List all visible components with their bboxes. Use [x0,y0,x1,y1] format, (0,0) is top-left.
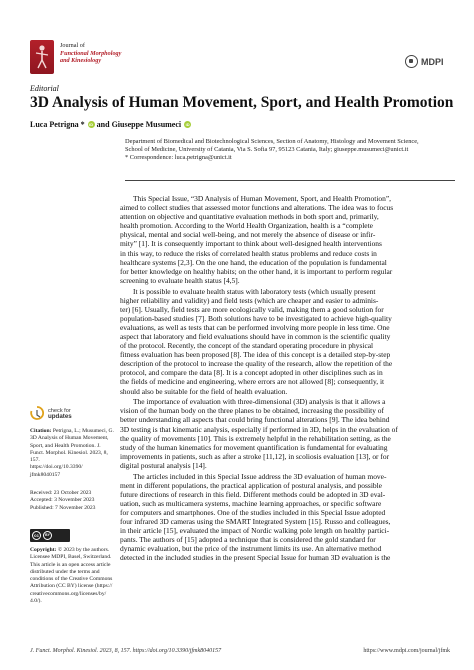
copyright-line: Licensee MDPI, Basel, Switzerland. [30,554,112,561]
orcid-icon[interactable]: iD [185,122,190,127]
copyright-line: conditions of the Creative Commons [30,576,113,583]
copyright-line: distributed under the terms and [30,568,100,575]
text-line: screening to evaluate health status [4,5]. [120,275,240,285]
updates-label: check for [48,408,71,414]
article-type: Editorial [30,84,59,93]
paragraph [120,194,460,203]
license-link[interactable]: 4.0/). [30,598,42,605]
check-updates-icon [30,406,44,422]
citation-doi-link[interactable]: https://doi.org/10.3390/ [30,464,83,471]
text-line: fitness evaluation has been proposed [8]. The idea of this concept is a detailed step-by-step [120,350,391,360]
correspondence: * Correspondence: luca.petrigna@unict.it [125,154,232,162]
article-title: 3D Analysis of Human Movement, Sport, and Health Promotion [30,94,454,111]
journal-name [60,42,121,65]
article-body [120,194,460,563]
copyright-line: Attribution (CC BY) license (https:// [30,583,113,590]
updates-title: updates [48,413,72,420]
text-line: the quality of movements [10]. This is extremely helpful in the rehabilitation setting, as the [120,433,391,443]
text-line: The articles included in this Special Issue address the 3D evaluation of human move- [133,471,387,481]
text-line: pants. The authors of [15] adopted a technique that is considered the gold standard for [120,535,376,545]
paragraph [120,472,460,563]
accepted-date: Accepted: 3 November 2023 [30,497,95,504]
copyright-block [30,547,116,605]
dates-block [30,490,116,512]
cc-by-license-badge[interactable] [30,529,70,542]
text-line: four infrared 3D cameras using the SMART Integrated System [15]. Russo and colleagues, [120,517,391,527]
copyright-line: This article is an open access article [30,561,111,568]
published-date: Published: 7 November 2023 [30,504,96,511]
text-line: improvements in patients, such as after a stroke [11,12], in scoliosis evaluation [13], or for [120,451,390,461]
text-line: ter) [6]. Usually, field tests are more ecologically valid, making them a good solution for [120,304,384,314]
journal-name-line1: Functional Morphology [60,49,122,57]
journal-prefix: Journal of [60,42,85,49]
text-line: better understanding all aspects that could bring functional alterations [9]. The idea behind [120,415,390,425]
footer-journal-link[interactable]: https://www.mdpi.com/journal/jfmk [363,648,450,654]
citation-line: Petrigna, L.; Musumeci, G. [52,428,114,434]
text-line: 3D testing is that kinematic analysis, especially if performed in 3D, helps in the evaluation of [120,424,398,434]
affiliation-line: School of Medicine, University of Catania, Via S. Sofia 97, 95123 Catania, Italy; giuseppe.musumeci@unict.it [125,146,409,154]
paragraph [120,397,460,470]
text-line: evaluations, as well as tests that can be performed involving more people in less time. One [120,322,390,332]
text-line: attention on objective and quantitative evaluation methods in both sport and, primarily, [120,212,379,222]
text-line: physical, mental and social well-being, and not merely the absence of disease or infir- [120,230,376,240]
check-for-updates[interactable] [30,406,72,422]
author-2[interactable]: and Giuseppe Musumeci [96,120,182,129]
license-link[interactable]: creativecommons.org/licenses/by/ [30,590,107,597]
citation-block [30,428,116,479]
publisher-logo[interactable] [405,55,444,68]
cc-icon: cc [32,531,41,540]
by-icon: BY [43,531,52,540]
text-line: health promotion. According to the World Health Organization, health is a “complete [120,221,373,231]
affiliation-line: Department of Biomedical and Biotechnological Sciences, Section of Anatomy, Histology and Movement Science, [125,138,419,145]
received-date: Received: 23 October 2023 [30,490,92,496]
text-line: The importance of evaluation with three-dimensional (3D) analysis is that it allows a [133,397,386,407]
author-1[interactable]: Luca Petrigna * [30,120,85,129]
divider [125,180,455,181]
text-line: healthcare systems [2,3]. On the one hand, the education of the population is fundamental [120,257,387,267]
text-line: the fields of medicine and engineering, where errors are not allowed [8]; consequently, it [120,377,385,387]
text-line: description of the protocol to increase the quality of the research, allow the repetition of the [120,359,393,369]
text-line: for better knowledge on healthy habits; on the other hand, it is important to perform regular [120,266,393,276]
citation-doi-link[interactable]: jfmk8040157 [30,471,61,478]
text-line: population-based studies [7]. Both solutions have to be investigated to achieve high-quality [120,313,392,323]
text-line: ment in different populations, the practical application of postural analysis, and possible [120,480,382,490]
text-line: future directions of research in this field. Different methods could be adopted in 3D eval- [120,489,386,499]
paragraph [120,203,460,285]
text-line: vision of the human body on the three planes to be obtained, increasing the possibility of [120,406,384,416]
text-line: aimed to collect studies that assessed motor functions and alterations. The idea was to focus [120,203,394,213]
paragraph [120,287,460,396]
text-line: It is possible to evaluate health status with laboratory tests (which usually present [133,286,376,296]
text-line: in their article [15], evaluated the impact of Nordic walking pole length on healthy partici- [120,526,390,536]
text-line: study of the human kinematics for movement quantification is fundamental for evaluating [120,442,388,452]
affiliation [125,138,455,163]
text-line: This Special Issue, “3D Analysis of Human Movement, Sport, and Health Promotion”, [133,194,392,203]
copyright-label: Copyright: [30,547,57,553]
page-footer [30,648,450,654]
publisher-name: MDPI [421,56,444,67]
text-line: higher reliability and validity) and field tests (which are cheaper and easier to adminis- [120,295,379,305]
text-line: protocol, and compare the data [8]. It is a concept adopted in other disciplines such as in [120,368,383,378]
text-line: of the protocol. Recently, the concept of the standard operating procedure in physical [120,341,374,351]
text-line: dynamic evaluation, but the price of the instrument limits its use. An alternative method [120,544,382,554]
citation-label: Citation: [30,428,52,434]
text-line: for computers and smartphones. One of the studies included in this Special Issue adopted [120,507,386,517]
journal-name-line2: and Kinesiology [60,57,102,65]
citation-line: Funct. Morphol. Kinesiol. 2023, 8, 157. [30,449,108,464]
orcid-icon[interactable]: iD [89,122,94,127]
author-list [30,120,191,129]
text-line: uation, such as multicamera systems, machine learning approaches, or specific software [120,498,382,508]
journal-logo [30,40,54,74]
text-line: should also be suitable for the field of health evaluation. [120,386,288,396]
figure-icon [30,40,54,74]
footer-citation[interactable]: J. Funct. Morphol. Kinesiol. 2023, 8, 157. https://doi.org/10.3390/jfmk8040157 [30,648,222,654]
text-line: digital postural analysis [14]. [120,460,207,470]
citation-line: 3D Analysis of Human Movement, [30,435,109,442]
text-line: detected in the included studies in the present Special Issue for human 3D evaluation is the [120,553,391,563]
mdpi-icon [405,55,418,68]
text-line: aspect that laboratory and field evaluations should have in common is the scientific quality [120,332,391,341]
copyright-line: © 2023 by the authors. [57,547,110,553]
text-line: in this way, to reduce the risks of correlated health status problems and reduce costs in [120,248,377,258]
citation-line: Sport, and Health Promotion. J. [30,442,101,449]
text-line: mity” [1]. It is consequently important to think about well-designed health interventions [120,239,382,249]
